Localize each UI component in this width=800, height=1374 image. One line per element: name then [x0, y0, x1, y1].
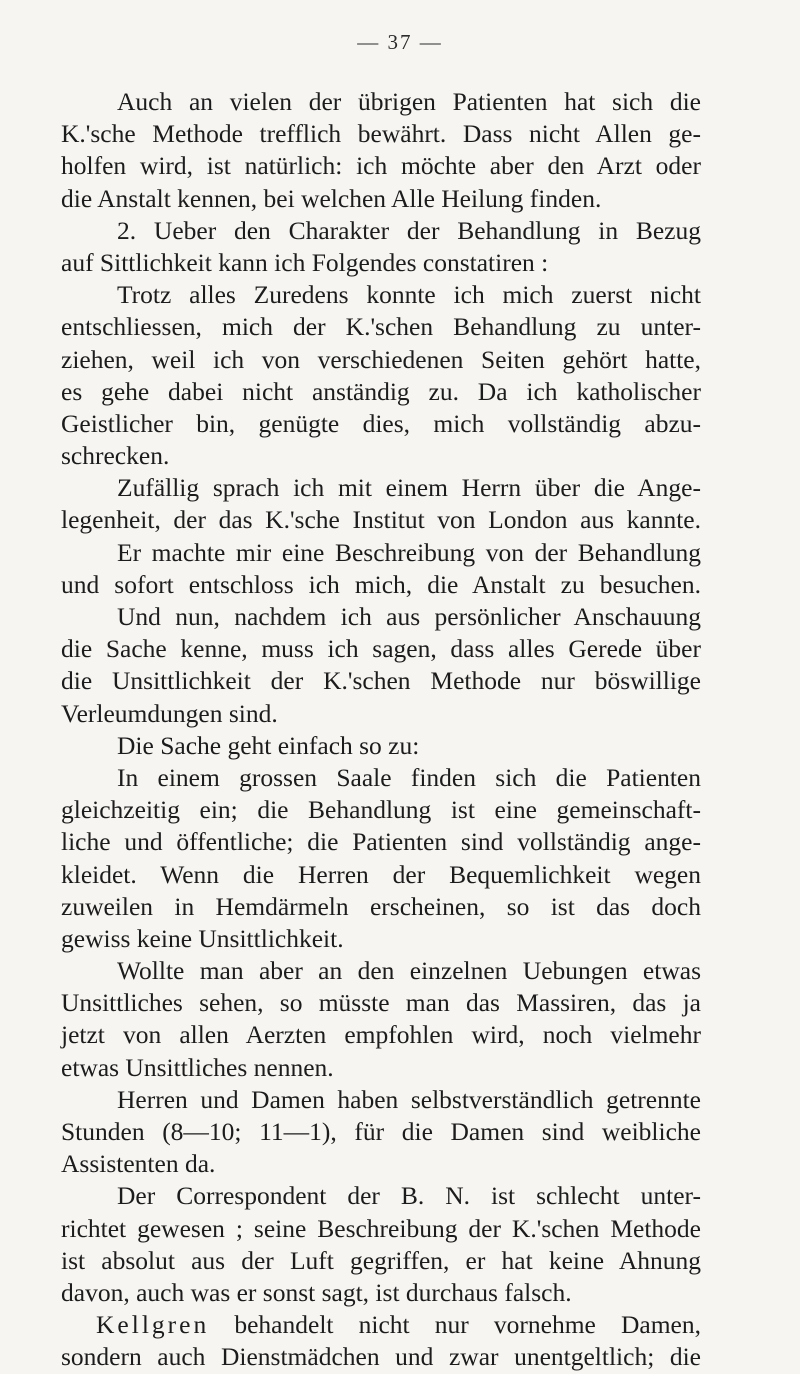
page-number: — 37 —	[357, 30, 443, 54]
text-line: Der Correspondent der B. N. ist schlecht unter-	[117, 1181, 701, 1211]
text-line: davon, auch was er sonst sagt, ist durchaus falsch.	[61, 1277, 572, 1307]
text-line: Er machte mir eine Beschreibung von der Behandlung	[117, 537, 701, 567]
text-line: Stunden (8—10; 11—1), für die Damen sind weibliche	[61, 1117, 701, 1146]
text-line: sondern auch Dienstmädchen und zwar unentgeltlich; die	[61, 1342, 701, 1372]
text-line: Zufällig sprach ich mit einem Herrn über die Ange-	[117, 473, 701, 503]
text-line-rest: behandelt nicht nur vornehme Damen,	[234, 1310, 701, 1340]
text-line: Assistenten da.	[61, 1149, 216, 1179]
text-line: Unsittliches sehen, so müsste man das Massiren, das ja	[61, 988, 701, 1018]
person-name: Kellgren	[96, 1310, 210, 1340]
text-line: richtet gewesen ; seine Beschreibung der K.'schen Methode	[61, 1213, 701, 1243]
body-text	[61, 86, 701, 1374]
text-line: ziehen, weil ich von verschiedenen Seiten gehört hatte,	[61, 344, 701, 374]
text-line: und sofort entschloss ich mich, die Anstalt zu besuchen.	[61, 569, 701, 599]
text-line: kleidet. Wenn die Herren der Bequemlichkeit wegen	[61, 859, 701, 889]
text-line: Verleumdungen sind.	[61, 698, 278, 728]
text-line: die Sache kenne, muss ich sagen, dass alles Gerede über	[61, 634, 701, 664]
text-line: etwas Unsittliches nennen.	[61, 1052, 334, 1082]
text-line: Auch an vielen der übrigen Patienten hat sich die	[117, 87, 701, 116]
text-line: es gehe dabei nicht anständig zu. Da ich katholischer	[61, 376, 701, 406]
text-line: Geistlicher bin, genügte dies, mich vollständig abzu-	[61, 408, 701, 438]
text-line: K.'sche Methode trefflich bewährt. Dass nicht Allen ge-	[61, 119, 701, 149]
text-line: zuweilen in Hemdärmeln erscheinen, so ist das doch	[61, 891, 701, 921]
text-line: jetzt von allen Aerzten empfohlen wird, noch vielmehr	[61, 1020, 701, 1050]
text-line: Und nun, nachdem ich aus persönlicher Anschauung	[117, 602, 701, 631]
text-line: schrecken.	[61, 441, 170, 471]
text-line: legenheit, der das K.'sche Institut von London aus kannte.	[61, 505, 701, 535]
text-line: 2. Ueber den Charakter der Behandlung in Bezug	[117, 215, 701, 245]
text-line-emphasis	[61, 1309, 701, 1341]
text-line: die Anstalt kennen, bei welchen Alle Heilung finden.	[61, 183, 602, 213]
text-line: gleichzeitig ein; die Behandlung ist eine gemeinschaft-	[61, 795, 701, 825]
text-line: entschliessen, mich der K.'schen Behandlung zu unter-	[61, 312, 701, 342]
text-line: Trotz alles Zuredens konnte ich mich zuerst nicht	[117, 280, 701, 310]
text-line: auf Sittlichkeit kann ich Folgendes constatiren :	[61, 247, 549, 277]
text-line: Wollte man aber an den einzelnen Uebungen etwas	[117, 956, 701, 986]
text-line: Herren und Damen haben selbstverständlich getrennte	[117, 1084, 701, 1114]
text-line: gewiss keine Unsittlichkeit.	[61, 923, 344, 953]
text-line: In einem grossen Saale finden sich die Patienten	[117, 762, 701, 792]
text-line: holfen wird, ist natürlich: ich möchte aber den Arzt oder	[61, 151, 701, 181]
text-line: liche und öffentliche; die Patienten sind vollständig ange-	[61, 827, 701, 857]
text-line: ist absolut aus der Luft gegriffen, er hat keine Ahnung	[61, 1245, 701, 1275]
text-line: Die Sache geht einfach so zu:	[117, 730, 420, 760]
text-line: die Unsittlichkeit der K.'schen Methode nur böswillige	[61, 666, 701, 696]
